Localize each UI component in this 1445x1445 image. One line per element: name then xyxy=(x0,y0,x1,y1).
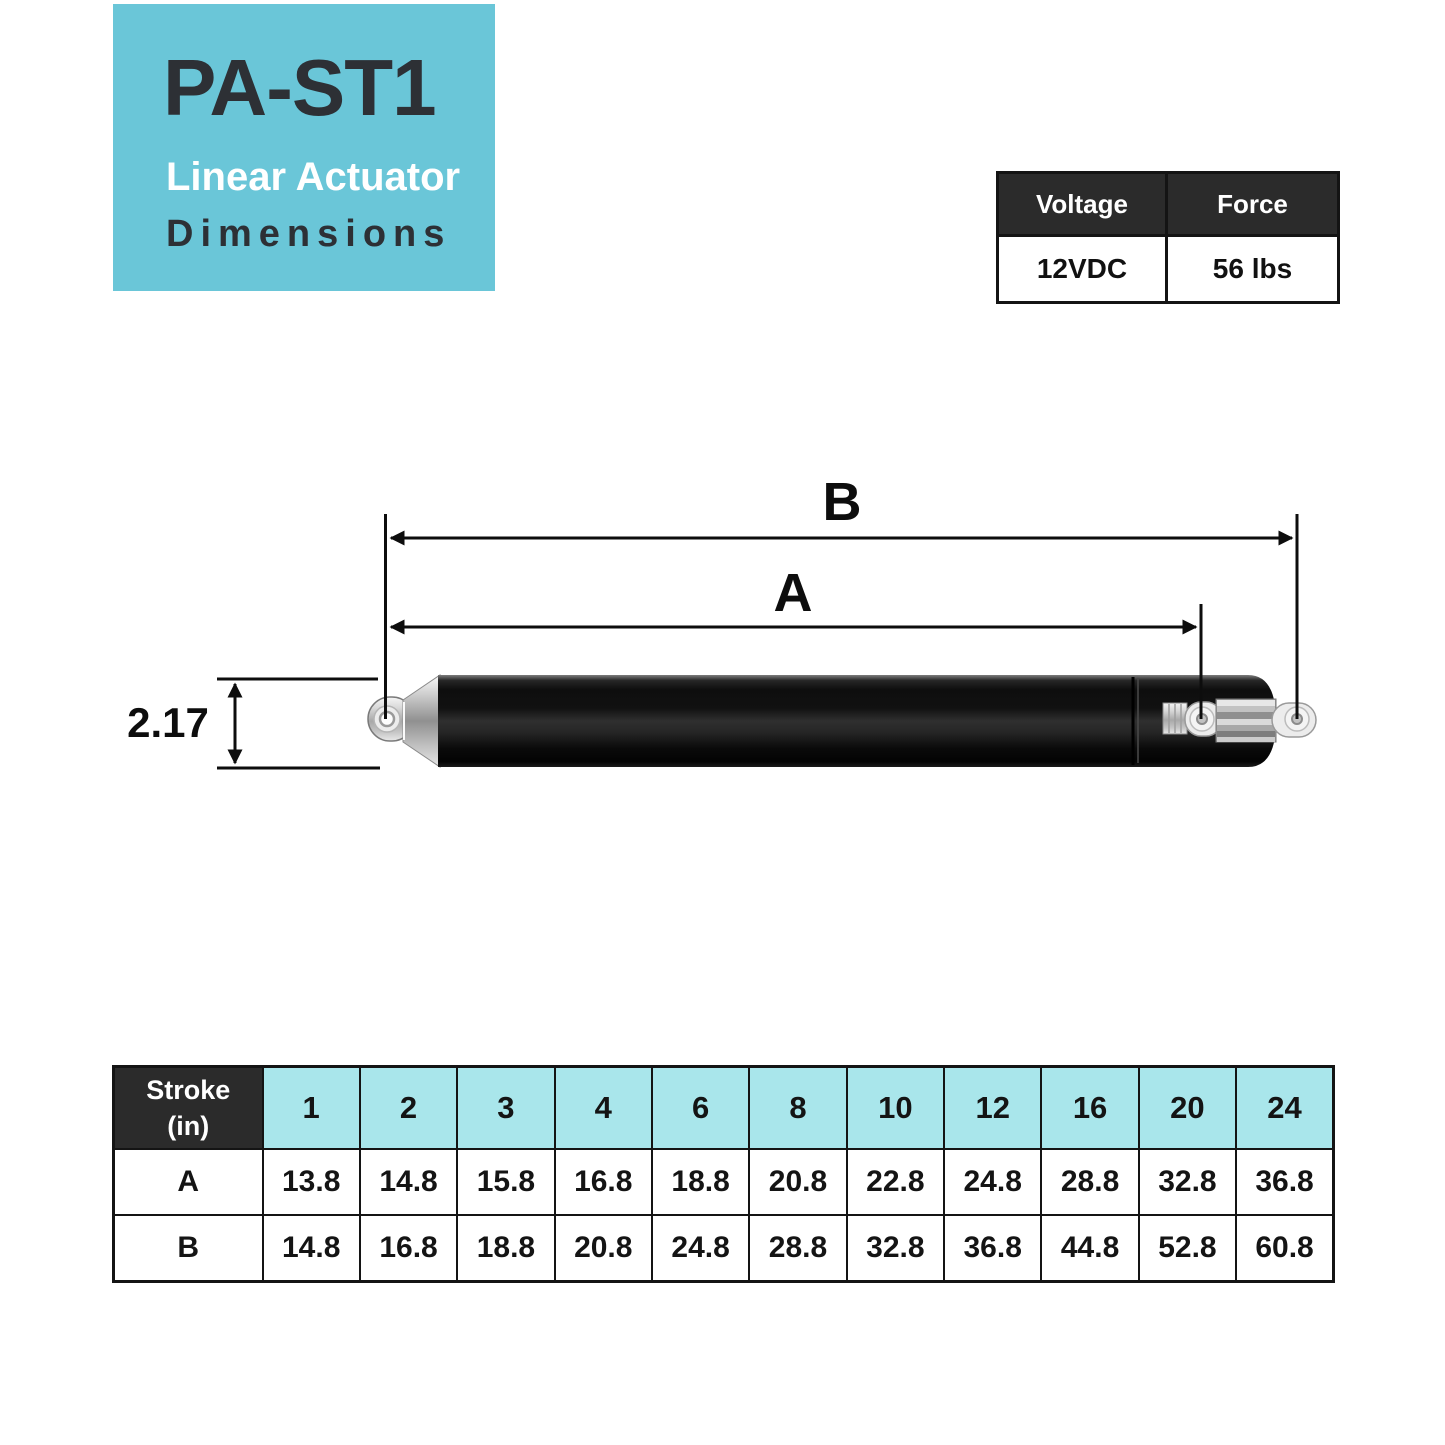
dimensions-label: Dimensions xyxy=(166,213,452,255)
table-cell: 32.8 xyxy=(847,1215,944,1282)
stroke-corner-line1: Stroke xyxy=(146,1074,231,1105)
left-cone xyxy=(403,675,440,767)
table-cell: 28.8 xyxy=(749,1215,846,1282)
stroke-col-header: 3 xyxy=(457,1067,554,1150)
ribbed-rod xyxy=(1216,699,1276,742)
stroke-col-header: 6 xyxy=(652,1067,749,1150)
table-row-a xyxy=(114,1149,1334,1215)
spec-header-voltage: Voltage xyxy=(998,173,1167,236)
actuator-dimension-diagram xyxy=(100,460,1350,820)
table-cell: 20.8 xyxy=(749,1149,846,1215)
table-cell: 13.8 xyxy=(263,1149,360,1215)
dimension-label-a: A xyxy=(773,563,813,623)
table-cell: 20.8 xyxy=(555,1215,652,1282)
height-dimension xyxy=(217,679,380,768)
spec-table xyxy=(996,171,1340,304)
table-cell: 22.8 xyxy=(847,1149,944,1215)
stroke-col-header: 16 xyxy=(1041,1067,1138,1150)
table-cell: 32.8 xyxy=(1139,1149,1236,1215)
stroke-col-header: 20 xyxy=(1139,1067,1236,1150)
stroke-corner-line2: (in) xyxy=(167,1111,210,1141)
table-cell: 44.8 xyxy=(1041,1215,1138,1282)
table-cell: 24.8 xyxy=(944,1149,1041,1215)
table-cell: 15.8 xyxy=(457,1149,554,1215)
stroke-col-header: 1 xyxy=(263,1067,360,1150)
actuator-body xyxy=(438,675,1276,767)
table-cell: 18.8 xyxy=(457,1215,554,1282)
table-row-b xyxy=(114,1215,1334,1282)
brand-box xyxy=(113,4,495,291)
table-cell: 24.8 xyxy=(652,1215,749,1282)
spec-header-force: Force xyxy=(1167,173,1339,236)
stroke-col-header: 2 xyxy=(360,1067,457,1150)
product-model-title: PA-ST1 xyxy=(163,43,436,132)
stroke-col-header: 4 xyxy=(555,1067,652,1150)
table-cell: 14.8 xyxy=(360,1149,457,1215)
table-cell: 36.8 xyxy=(944,1215,1041,1282)
row-label-a: A xyxy=(114,1149,263,1215)
spec-header-row xyxy=(998,173,1339,236)
table-cell: 28.8 xyxy=(1041,1149,1138,1215)
row-label-b: B xyxy=(114,1215,263,1282)
table-cell: 18.8 xyxy=(652,1149,749,1215)
table-cell: 36.8 xyxy=(1236,1149,1333,1215)
actuator-drawing xyxy=(368,675,1316,767)
stroke-header-row xyxy=(114,1067,1334,1150)
spec-value-force: 56 lbs xyxy=(1167,236,1339,303)
stroke-col-header: 24 xyxy=(1236,1067,1333,1150)
table-cell: 16.8 xyxy=(360,1215,457,1282)
spec-value-voltage: 12VDC xyxy=(998,236,1167,303)
stroke-corner-header xyxy=(114,1067,263,1150)
spec-value-row xyxy=(998,236,1339,303)
table-cell: 16.8 xyxy=(555,1149,652,1215)
table-cell: 60.8 xyxy=(1236,1215,1333,1282)
product-subtitle: Linear Actuator xyxy=(166,155,461,199)
stroke-col-header: 12 xyxy=(944,1067,1041,1150)
table-cell: 52.8 xyxy=(1139,1215,1236,1282)
dimension-label-b: B xyxy=(822,472,862,532)
height-dimension-label: 2.17 xyxy=(127,699,209,746)
table-cell: 14.8 xyxy=(263,1215,360,1282)
stroke-col-header: 8 xyxy=(749,1067,846,1150)
stroke-table xyxy=(112,1065,1335,1283)
stroke-col-header: 10 xyxy=(847,1067,944,1150)
